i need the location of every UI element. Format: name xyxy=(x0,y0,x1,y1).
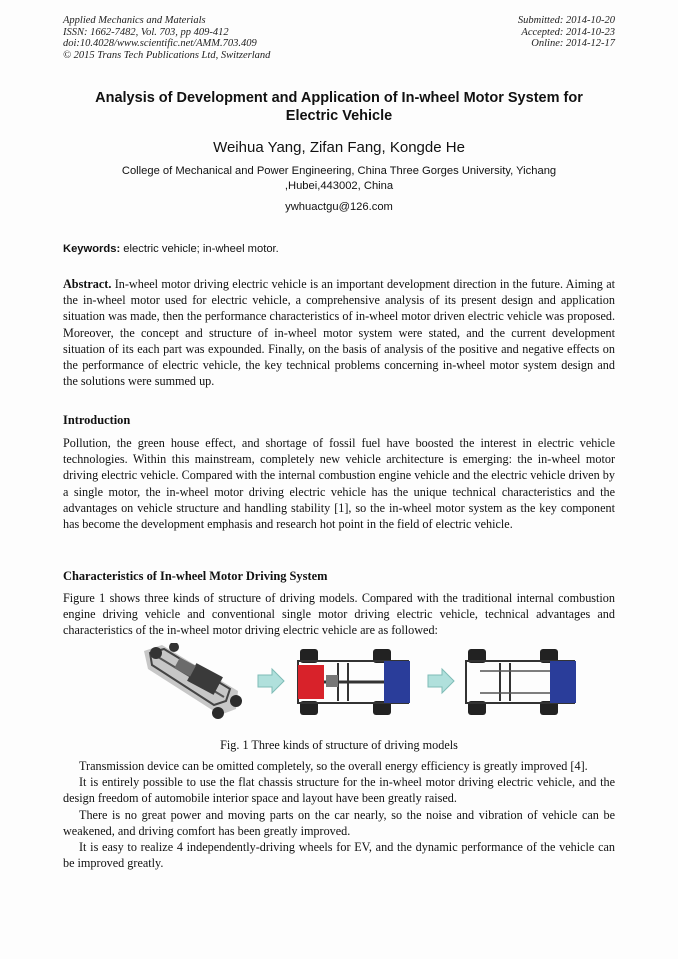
submitted-date: Submitted: 2014-10-20 xyxy=(517,15,615,26)
figure-1 xyxy=(140,643,576,723)
accepted-date: Accepted: 2014-10-23 xyxy=(521,26,615,38)
paper-title xyxy=(60,89,618,125)
affiliation-line-1: College of Mechanical and Power Engineering, China Three Gorges University, Yichang xyxy=(121,165,557,177)
characteristic-item: It is easy to realize 4 independently-driving wheels for EV, and the dynamic performance of the vehicle can be improved greatly. xyxy=(63,840,615,871)
online-date: Online: 2014-12-17 xyxy=(531,38,615,49)
keywords-text: electric vehicle; in-wheel motor. xyxy=(120,243,279,255)
arrow-right-icon xyxy=(428,669,454,693)
section-heading-introduction: Introduction xyxy=(63,413,131,427)
doi: doi:10.4028/www.scientific.net/AMM.703.409 xyxy=(63,38,257,49)
abstract-label: Abstract. xyxy=(63,277,112,291)
characteristic-item: It is entirely possible to use the flat chassis structure for the in-wheel motor driving electric vehicle, and the design freedom of automobile interior space and layout have been greatly raised. xyxy=(63,775,615,806)
author-email: ywhuactgu@126.com xyxy=(285,201,393,213)
authors: Weihua Yang, Zifan Fang, Kongde He xyxy=(213,139,465,156)
single-motor-ev-chassis-image xyxy=(298,649,410,715)
characteristics-list xyxy=(63,758,615,871)
ice-chassis-image xyxy=(144,643,242,719)
copyright: © 2015 Trans Tech Publications Ltd, Switzerland xyxy=(63,49,271,61)
journal-name: Applied Mechanics and Materials xyxy=(63,15,206,26)
abstract-text: In-wheel motor driving electric vehicle is an important development direction in the future. Aiming at the in-wheel motor used for electric vehicle, a comprehensive analysis of its present design and application situation was made, then the performance characteristics of in-wheel motor driven electric vehicle was proposed. Moreover, the concept and structure of in-wheel motor system were stated, and the current development situation of its each part was expounded. Finally, on the basis of analysis of the positive and negative effects on the performance of electric vehicle, the key technical problems concerning in-wheel motor system design and the solutions were summed up. xyxy=(63,277,615,389)
chassis-illustrations xyxy=(140,643,576,723)
introduction-text: Pollution, the green house effect, and shortage of fossil fuel have boosted the interest in electric vehicle technologies. Within this mainstream, completely new vehicle architecture is emerging: the in-wheel motor driving electric vehicle. Compared with the internal combustion engine vehicle and the electric vehicle driven by a single motor, the in-wheel motor driving electric vehicle has the unique technical characteristics and the advantages on vehicle structure and handling stability [1], so the in-wheel motor system as the key component has become the development emphasis and research hot point in the field of electric vehicle. xyxy=(63,436,615,532)
keywords-label: Keywords: xyxy=(63,243,121,255)
arrow-right-icon xyxy=(258,669,284,693)
keywords xyxy=(63,242,615,256)
characteristic-item: Transmission device can be omitted completely, so the overall energy efficiency is greatly improved [4]. xyxy=(79,759,588,773)
issn-volume: ISSN: 1662-7482, Vol. 703, pp 409-412 xyxy=(63,26,229,38)
section-heading-characteristics: Characteristics of In-wheel Motor Driving System xyxy=(63,569,328,583)
affiliation xyxy=(60,164,618,193)
journal-info xyxy=(63,15,270,61)
abstract xyxy=(63,276,615,389)
affiliation-line-2: ,Hubei,443002, China xyxy=(284,179,394,192)
title-line-2: Electric Vehicle xyxy=(285,108,393,124)
characteristic-item: There is no great power and moving parts on the car nearly, so the noise and vibration of vehicle can be weakened, and driving comfort has been greatly improved. xyxy=(63,807,615,838)
in-wheel-motor-ev-chassis-image xyxy=(466,649,576,715)
figure-caption: Fig. 1 Three kinds of structure of driving models xyxy=(220,738,458,752)
title-line-1: Analysis of Development and Application of In-wheel Motor System for xyxy=(95,90,583,106)
dates-info xyxy=(518,15,615,50)
characteristics-text: Figure 1 shows three kinds of structure of driving models. Compared with the traditional internal combustion engine driving vehicle and conventional single motor driving electric vehicle, technical advantages and characteristics of the in-wheel motor driving electric vehicle are as followed: xyxy=(63,591,615,638)
